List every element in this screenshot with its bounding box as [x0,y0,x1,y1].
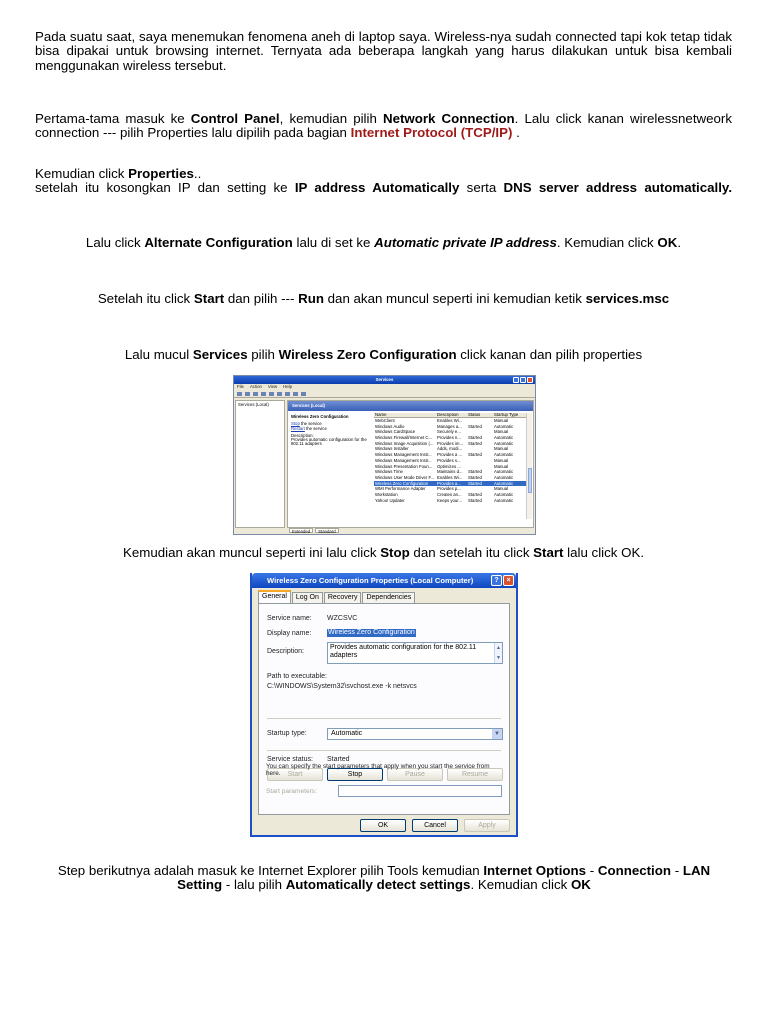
table-cell: Started [468,480,482,486]
text-span: . Lalu click kanan wirelessnetweork connection --- pilih Properties lalu dipilih pada bagian [35,111,732,141]
services-titlebar [234,376,535,384]
column-header[interactable]: Status [468,413,481,417]
text-span: dan pilih --- [224,291,299,306]
table-cell: Started [468,497,482,503]
table-cell: Manual [494,446,509,452]
table-cell: Enables Wi... [437,474,463,480]
intro-text: Pada suatu saat, saya menemukan fenomena aneh di laptop saya. Wireless-nya sudah connected tapi kok tetap tidak bisa dipakai untuk browsing internet. Ternyata ada beberapa langkah yang harus dilakukan untuk bisa kembali menggunakan wireless tersebut. [35,29,732,73]
column-header[interactable]: Name [375,413,387,417]
menu-item[interactable]: View [267,384,278,389]
stop-bold: Stop [380,545,410,560]
scroll-down-icon[interactable]: ▼ [496,655,501,661]
table-cell: Started [468,474,482,480]
services-window-screenshot [233,375,536,535]
apply-button[interactable]: Apply [464,819,510,832]
forward-icon[interactable] [245,392,250,396]
display-name-label: Display name: [267,630,312,637]
table-cell: Manages a... [437,423,462,429]
connection-bold: Connection [597,863,671,878]
auto-private-ip-bold-italic: Automatic private IP address [374,235,557,250]
start-bold: Start [533,545,564,560]
text-span: Setelah itu click [97,291,194,306]
text-span: Step berikutnya adalah masuk ke Internet Explorer pilih Tools kemudian [57,863,484,878]
properties-dialog-screenshot [250,573,518,837]
control-panel-bold: Control Panel [190,111,280,126]
table-cell: Windows Management Instr... [375,457,432,463]
description-label: Description: [291,432,314,438]
internet-options-bold: Internet Options [483,863,587,878]
services-list [374,413,526,519]
table-cell: Started [468,423,482,429]
tree-item-services-local[interactable]: Services (Local) [238,402,269,407]
table-cell: Securely e... [437,429,461,435]
table-cell: Automatic [494,440,514,446]
dns-auto-bold: DNS server address automatically. [503,180,733,195]
table-cell: Automatic [494,435,514,441]
network-connection-bold: Network Connection [382,111,515,126]
start-parameters-label: Start parameters: [266,788,317,795]
menu-item[interactable]: Help [283,384,292,389]
table-cell: Automatic [494,480,514,486]
step-control-panel-paragraph [35,112,732,141]
dialog-tabs [258,592,416,603]
table-cell: Windows Presentation Foun... [375,463,433,469]
table-cell: WMI Performance Adapter [375,486,426,492]
step-internet-options-paragraph [38,864,730,893]
separator [267,718,501,719]
dialog-tab[interactable]: Dependencies [362,592,415,603]
maximize-icon[interactable] [520,377,526,383]
table-cell: Keeps your... [437,497,463,503]
startup-type-label: Startup type: [267,730,307,737]
table-cell: Maintains d... [437,469,463,475]
services-pane-header: Services (Local) [288,401,533,411]
table-cell: Adds, modi... [437,446,463,452]
service-name-label: Service name: [267,615,312,622]
table-cell: Windows Audio [375,423,405,429]
restart-service-link[interactable]: Restart [291,425,305,431]
text-span: . Kemudian click [470,877,571,893]
menu-item[interactable]: File [237,384,244,389]
table-cell: Automatic [494,497,514,503]
cancel-button[interactable]: Cancel [412,819,458,832]
description-field[interactable] [327,642,503,664]
dialog-titlebar [252,573,516,588]
back-icon[interactable] [237,392,242,396]
table-cell: Manual [494,457,509,463]
step-run-paragraph [35,292,732,306]
startup-type-value: Automatic [331,730,363,737]
close-icon[interactable]: × [503,575,514,586]
description-scrollbar[interactable] [494,643,502,663]
text-span: Pertama-tama masuk ke [35,111,191,126]
table-cell: Windows Installer [375,446,409,452]
services-msc-bold: services.msc [585,291,670,306]
table-row[interactable] [374,498,526,504]
scroll-up-icon[interactable]: ▲ [496,645,501,651]
pause-button[interactable]: Pause [387,768,443,781]
chevron-down-icon[interactable]: ▼ [492,729,502,739]
text-span: dan setelah itu click [409,545,534,560]
path-value: C:\WINDOWS\System32\svchost.exe -k netsvcs [267,683,417,690]
text-span: , kemudian pilih [279,111,383,126]
text-span: - [671,863,683,878]
step-alternate-config-paragraph [35,236,732,250]
ok-bold: OK [657,235,678,250]
dialog-window-controls [491,575,514,586]
tcp-ip-highlight: Internet Protocol (TCP/IP) [350,125,513,141]
step-stop-start-paragraph [35,546,732,560]
table-cell: Windows Firewall/Internet C... [375,435,433,441]
service-status-label: Service status: [267,756,313,763]
table-cell: Workstation [375,491,398,497]
table-cell: Started [468,435,482,441]
table-cell: Automatic [494,452,514,458]
services-bold: Services [192,347,248,362]
table-cell: Started [468,452,482,458]
table-cell: Enables Wi... [437,418,463,423]
table-cell: Automatic [494,491,514,497]
service-status-value: Started [327,756,350,763]
help-icon[interactable]: ? [491,575,502,586]
table-cell: Windows User Mode Driver F... [375,474,435,480]
table-cell: Wireless Zero Configuration [375,480,429,486]
table-cell: Started [468,469,482,475]
table-cell: Provides a... [437,480,461,486]
stop-service-link[interactable]: Stop [291,421,300,427]
services-title: Services [375,377,394,382]
table-cell: Creates an... [437,491,462,497]
help-icon[interactable] [269,392,274,396]
start-parameters-input[interactable] [338,785,502,797]
table-cell: Automatic [494,474,514,480]
restart-service-text: the service [304,425,327,431]
dialog-title: Wireless Zero Configuration Properties (Local Computer) [267,576,474,585]
text-span: dan akan muncul seperti ini kemudian ketik [323,291,586,306]
dialog-tab[interactable]: Log On [292,592,323,603]
up-icon[interactable] [253,392,258,396]
table-cell: Manual [494,463,509,469]
text-span: . [512,125,520,141]
step-ip-auto-line [35,181,732,195]
wireless-zero-config-bold: Wireless Zero Configuration [278,347,457,362]
play-icon[interactable] [277,392,282,396]
text-span: Kemudian click [35,166,129,181]
table-cell: Automatic [494,423,514,429]
service-description-panel [291,415,371,450]
text-span: - lalu pilih [222,877,286,893]
start-button[interactable]: Start [267,768,323,781]
start-parameters-hint: You can specify the start parameters that apply when you start the service from here. [266,763,490,778]
text-span: serta [459,180,504,195]
service-name-value: WZCSVC [327,615,358,622]
intro-paragraph [35,30,732,73]
column-header[interactable]: Description [437,413,459,417]
run-bold: Run [298,291,324,306]
services-toolbar [234,390,535,398]
pause-icon[interactable] [293,392,298,396]
properties-icon[interactable] [261,392,266,396]
ok-button[interactable]: OK [360,819,406,832]
stop-icon[interactable] [285,392,290,396]
table-cell: WebClient [375,418,395,423]
text-span: lalu click OK. [563,545,645,560]
window-controls [513,377,533,383]
path-label: Path to executable: [267,673,327,680]
text-span: . [677,235,682,250]
table-cell: Windows Image Acquisition (... [375,440,434,446]
text-span: lalu di set ke [292,235,375,250]
table-cell: Provides n... [437,435,461,441]
alternate-config-bold: Alternate Configuration [144,235,293,250]
scrollbar-thumb[interactable] [528,468,532,493]
table-cell: Windows Time [375,469,403,475]
text-span: .. [193,166,202,181]
step-services-paragraph [35,348,732,362]
lan-setting-bold: LAN Setting [177,863,711,893]
separator [267,750,501,751]
restart-icon[interactable] [301,392,306,396]
text-span: Lalu click [85,235,145,250]
resume-button[interactable]: Resume [447,768,503,781]
ip-auto-bold: IP address Automatically [294,180,460,195]
text-span: - [586,863,598,878]
text-span: setelah itu kosongkan IP dan setting ke [35,180,295,195]
table-cell: Optimizes ... [437,463,461,469]
column-header[interactable]: Startup Type [494,413,519,417]
dialog-tab[interactable]: General [258,590,291,603]
table-cell: Provides a ... [437,452,463,458]
table-cell: Manual [494,418,509,423]
description-value: Provides automatic configuration for the 802.11 adapters [330,644,477,659]
properties-bold: Properties [128,166,194,181]
table-cell: Windows CardSpace [375,429,416,435]
text-span: Kemudian akan muncul seperti ini lalu click [122,545,381,560]
table-cell: Manual [494,486,509,492]
table-cell: Manual [494,429,509,435]
ok-bold: OK [570,877,591,893]
start-bold: Start [193,291,225,306]
stop-button[interactable]: Stop [327,768,383,781]
general-tab-panel [258,603,510,815]
table-cell: Windows Management Instr... [375,452,432,458]
services-tree-pane [235,400,285,528]
view-tab[interactable]: Extended [289,528,313,533]
view-tab[interactable]: Standard [315,528,338,533]
text-span: Lalu mucul [124,347,193,362]
services-scrollbar[interactable] [526,413,532,519]
text-span: click kanan dan pilih properties [456,347,643,362]
services-view-tabs [289,528,339,533]
table-cell: Provides s... [437,457,461,463]
dialog-tab[interactable]: Recovery [324,592,362,603]
description-text: Provides automatic configuration for the 802.11 adapters [291,437,367,447]
display-name-field[interactable]: Wireless Zero Configuration [328,629,415,636]
minimize-icon[interactable] [513,377,519,383]
close-icon[interactable] [527,377,533,383]
table-cell: Automatic [494,469,514,475]
menu-item[interactable]: Action [249,384,262,389]
stop-service-text: the service [299,421,322,427]
text-span: . Kemudian click [556,235,658,250]
text-span: pilih [247,347,279,362]
table-cell: Started [468,440,482,446]
selected-service-name: Wireless Zero Configuration [291,414,349,419]
description-label: Description: [267,648,304,655]
auto-detect-bold: Automatically detect settings [285,877,471,893]
table-cell: Provides p... [437,486,461,492]
table-cell: Yahoo! Updater [375,497,405,503]
services-detail-pane [287,400,534,528]
table-cell: Provides im... [437,440,464,446]
table-cell: Started [468,491,482,497]
startup-type-select[interactable] [327,728,503,740]
